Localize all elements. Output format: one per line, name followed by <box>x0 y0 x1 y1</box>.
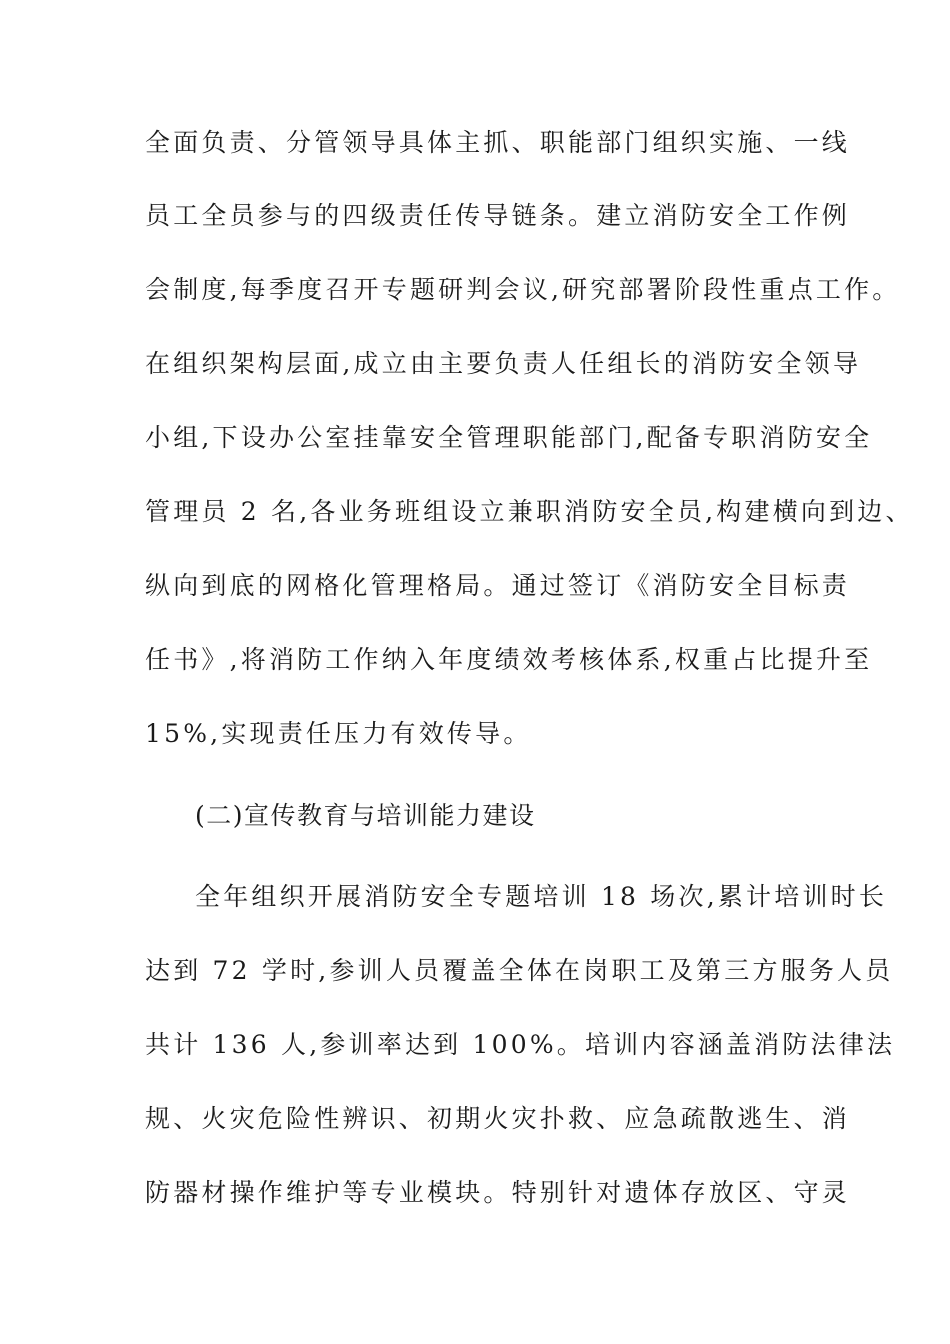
paragraph-line: 共计 136 人,参训率达到 100%。培训内容涵盖消防法律法 <box>145 1030 896 1059</box>
paragraph-line: 全年组织开展消防安全专题培训 18 场次,累计培训时长 <box>195 882 888 911</box>
section-heading: (二)宣传教育与培训能力建设 <box>195 801 536 830</box>
paragraph-line: 防器材操作维护等专业模块。特别针对遗体存放区、守灵 <box>145 1178 851 1207</box>
paragraph-line: 15%,实现责任压力有效传导。 <box>145 719 532 748</box>
paragraph-line: 小组,下设办公室挂靠安全管理职能部门,配备专职消防安全 <box>145 423 873 452</box>
paragraph-line: 全面负责、分管领导具体主抓、职能部门组织实施、一线 <box>145 128 851 157</box>
paragraph-line: 达到 72 学时,参训人员覆盖全体在岗职工及第三方服务人员 <box>145 956 894 985</box>
paragraph-line: 会制度,每季度召开专题研判会议,研究部署阶段性重点工作。 <box>145 275 901 304</box>
paragraph-line: 员工全员参与的四级责任传导链条。建立消防安全工作例 <box>145 201 851 230</box>
paragraph-line: 任书》,将消防工作纳入年度绩效考核体系,权重占比提升至 <box>145 645 873 674</box>
paragraph-line: 规、火灾危险性辨识、初期火灾扑救、应急疏散逃生、消 <box>145 1104 851 1133</box>
paragraph-line: 在组织架构层面,成立由主要负责人任组长的消防安全领导 <box>145 349 862 378</box>
paragraph-line: 纵向到底的网格化管理格局。通过签订《消防安全目标责 <box>145 571 851 600</box>
paragraph-line: 管理员 2 名,各业务班组设立兼职消防安全员,构建横向到边、 <box>145 497 914 526</box>
